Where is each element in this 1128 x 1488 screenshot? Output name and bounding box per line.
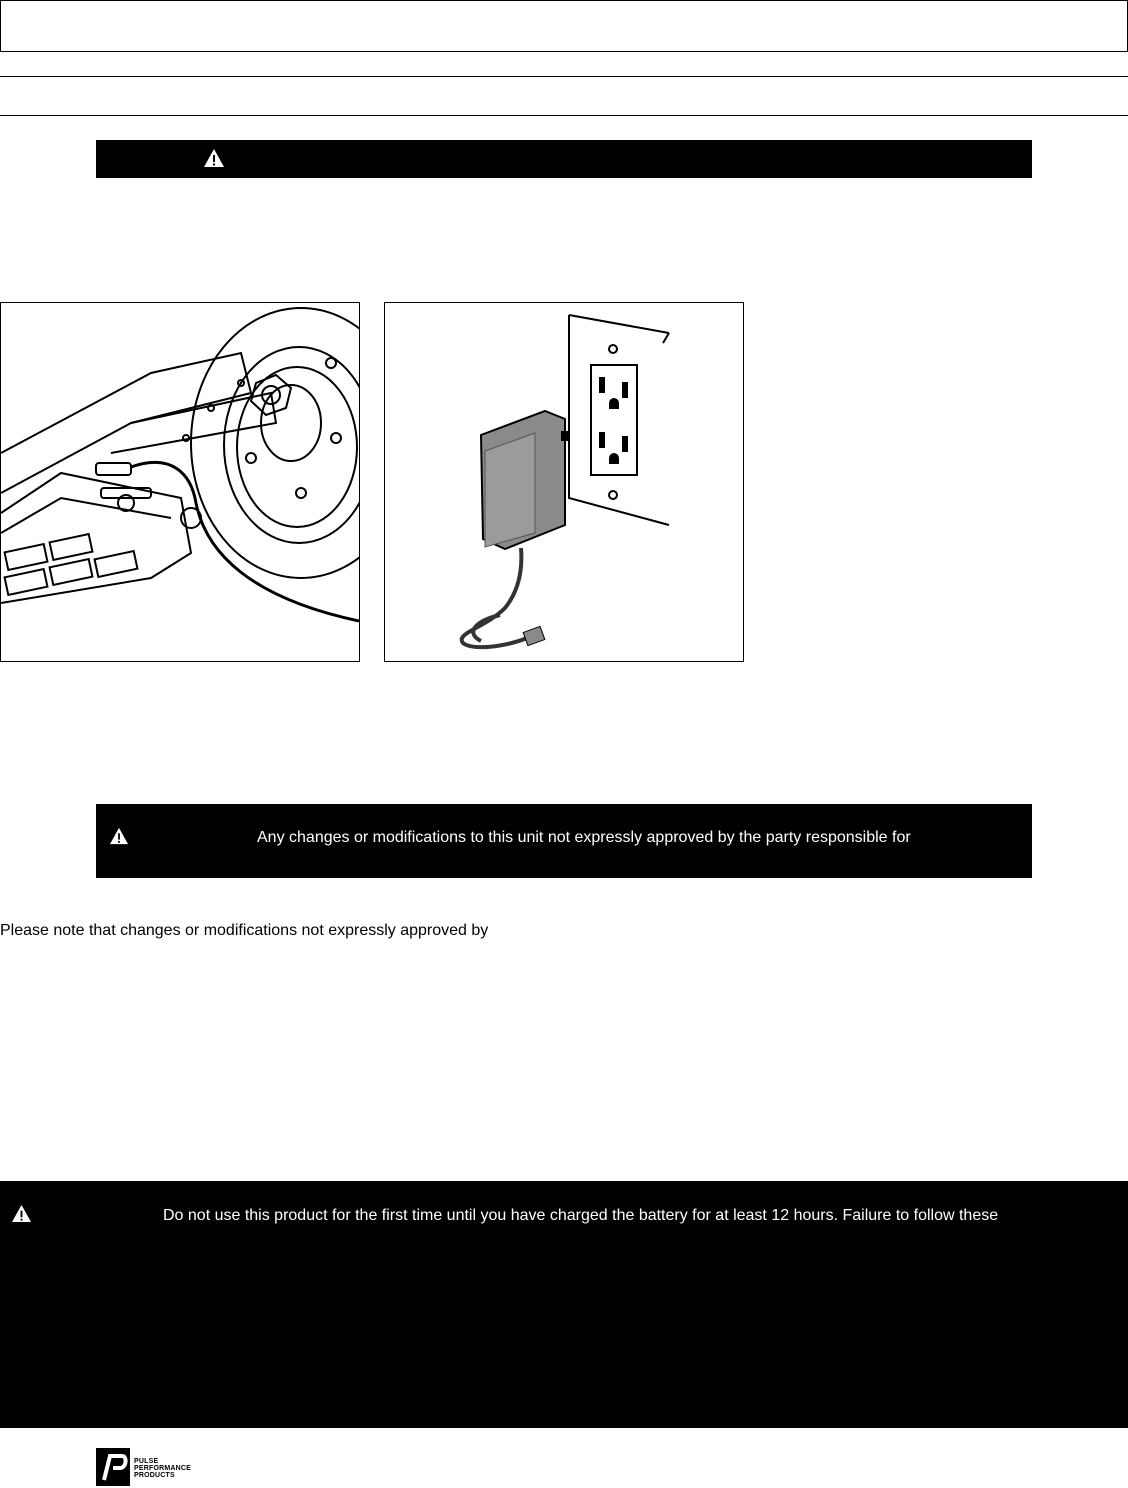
scooter-charging-port-illustration	[1, 303, 359, 661]
warning-triangle-icon	[109, 827, 129, 845]
warning-battery-text: Do not use this product for the first time until you have charged the battery for at least 12 hours. Failure to follow these	[163, 1207, 999, 1224]
warning-triangle-icon	[203, 148, 225, 168]
figure-charging-port	[0, 302, 360, 662]
warning-triangle-icon	[11, 1204, 32, 1223]
warning-modifications-text: Any changes or modifications to this unit not expressly approved by the party responsible for	[257, 829, 911, 846]
warning-bar-modifications	[96, 804, 1032, 878]
header-title-box	[0, 0, 1128, 52]
logo-wordmark	[134, 1458, 191, 1479]
logo-line-1: PULSE	[134, 1458, 159, 1465]
header-rule-top	[0, 76, 1128, 77]
logo-line-3: PRODUCTS	[134, 1472, 175, 1479]
warning-bar-charging	[96, 140, 1032, 178]
pulse-p-logo-icon	[96, 1448, 130, 1486]
header-rule-bottom	[0, 115, 1128, 116]
modifications-note: Please note that changes or modifications not expressly approved by	[0, 922, 489, 939]
figure-wall-outlet	[384, 302, 744, 662]
logo-line-2: PERFORMANCE	[134, 1465, 192, 1472]
warning-bar-battery	[0, 1181, 1128, 1428]
brand-logo	[96, 1448, 196, 1486]
charger-outlet-illustration	[385, 303, 743, 661]
